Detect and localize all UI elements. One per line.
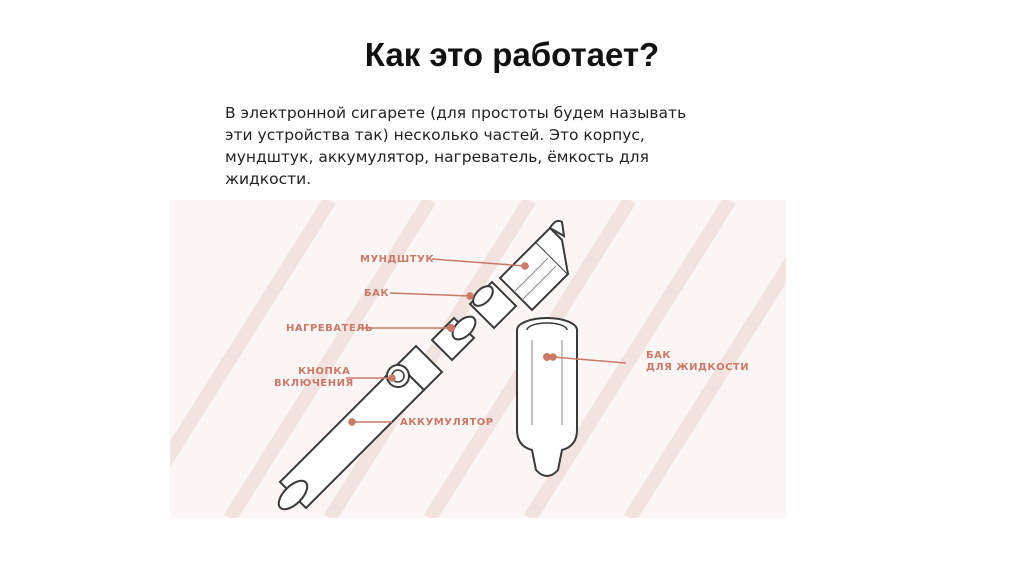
- label-heater: НАГРЕВАТЕЛЬ: [286, 323, 374, 334]
- slide-title: Как это работает?: [364, 36, 660, 73]
- body-text: В электронной сигарете (для простоты будем называть эти устройства так) несколько частей. Это корпус, мундштук, аккумулятор, нагреватель, ёмкость для жидкости.: [225, 104, 687, 188]
- label-mouthpiece: МУНДШТУК: [360, 254, 434, 265]
- label-liquid-tank-line2: ДЛЯ ЖИДКОСТИ: [646, 362, 750, 373]
- label-battery: АККУМУЛЯТОР: [400, 417, 494, 428]
- label-tank: БАК: [364, 288, 390, 299]
- e-cigarette-diagram: [170, 200, 786, 518]
- label-power-button-line2: ВКЛЮЧЕНИЯ: [274, 378, 354, 389]
- label-liquid-tank-line1: БАК: [646, 350, 672, 361]
- label-power-button-line1: КНОПКА: [298, 366, 351, 377]
